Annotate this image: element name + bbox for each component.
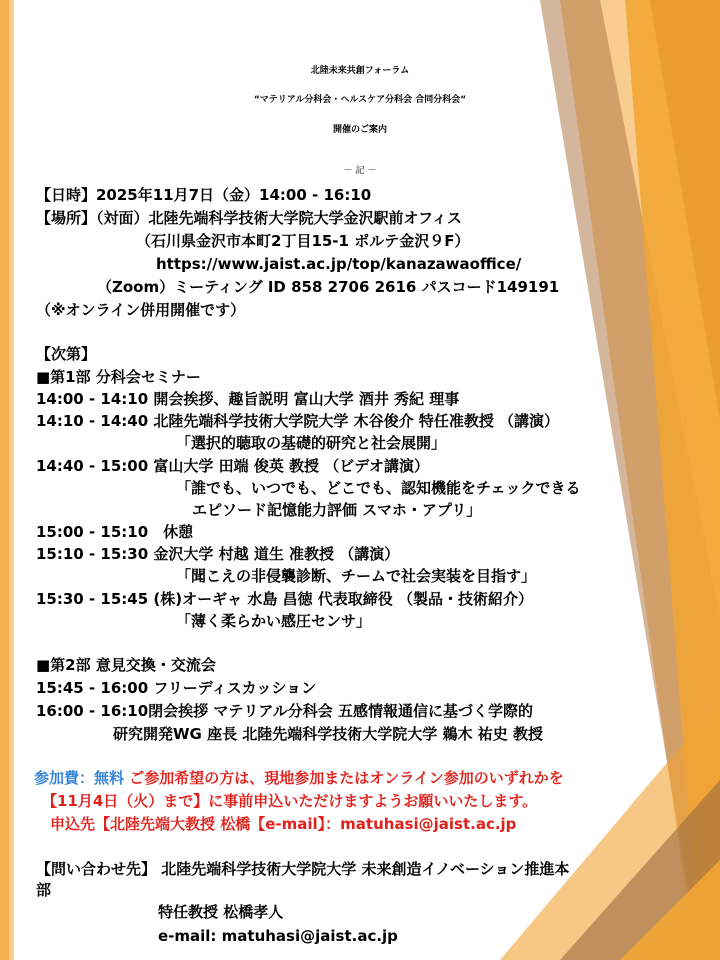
guide-title: 開催のご案内 bbox=[332, 125, 387, 135]
program-line: 15:00 - 15:10 休憩 bbox=[36, 523, 194, 541]
contact-email-link[interactable]: e-mail: matuhasi@jaist.ac.jp bbox=[158, 927, 398, 945]
address-line: （石川県金沢市本町2丁目15-1 ポルテ金沢９F） bbox=[136, 232, 470, 250]
contact-line: 【問い合わせ先】 北陸先端科学技術大学院大学 未来創造イノベーション推進本 bbox=[36, 860, 570, 878]
program-line: 14:40 - 15:00 富山大学 田端 俊英 教授 （ビデオ講演） bbox=[36, 457, 429, 475]
program-line: 14:00 - 14:10 開会挨拶、趣旨説明 富山大学 酒井 秀紀 理事 bbox=[36, 390, 460, 408]
program-heading: 【次第】 bbox=[36, 345, 97, 363]
fee-label: 参加費：無料 bbox=[34, 769, 125, 787]
office-url-link[interactable]: https://www.jaist.ac.jp/top/kanazawaoffice/ bbox=[156, 255, 522, 273]
part2-heading: ■第2部 意見交換・交流会 bbox=[36, 656, 216, 674]
fee-notice bbox=[34, 768, 564, 788]
hybrid-note: （※オンライン併用開催です） bbox=[36, 301, 246, 319]
program-line: 14:10 - 14:40 北陸先端科学技術大学院大学 木谷俊介 特任准教授 （講演） bbox=[36, 412, 560, 430]
apply-email-link[interactable]: 申込先【北陸先端大教授 松橋【e-mail】：matuhasi@jaist.ac.jp bbox=[50, 815, 517, 833]
ki-marker: － 記 － bbox=[343, 166, 377, 176]
contact-person: 特任教授 松橋孝人 bbox=[158, 903, 284, 921]
forum-title: 北陸未来共創フォーラム bbox=[310, 66, 410, 76]
datetime-line: 【日時】2025年11月7日（金）14:00 - 16:10 bbox=[36, 186, 372, 204]
zoom-info: （Zoom）ミーティング ID 858 2706 2616 パスコード149191 bbox=[97, 278, 560, 296]
program-line: 16:00 - 16:10閉会挨拶 マテリアル分科会 五感情報通信に基づく学際的 bbox=[36, 702, 534, 720]
program-line: 研究開発WG 座長 北陸先端科学技術大学院大学 鵜木 祐史 教授 bbox=[113, 725, 543, 743]
subcommittee-title: “マテリアル分科会・ヘルスケア分科会 合同分科会“ bbox=[253, 95, 467, 105]
lecture-title: 「誰でも、いつでも、どこでも、認知機能をチェックできる bbox=[176, 479, 581, 497]
lecture-title: 「聞こえの非侵襲診断、チームで社会実装を目指す」 bbox=[176, 567, 537, 585]
lecture-title: 「薄く柔らかい感圧センサ」 bbox=[176, 612, 372, 630]
part1-heading: ■第1部 分科会セミナー bbox=[36, 368, 201, 386]
program-line: 15:30 - 15:45 (株)オーギャ 水島 昌徳 代表取締役 （製品・技術紹介） bbox=[36, 590, 533, 608]
place-line: 【場所】（対面）北陸先端科学技術大学院大学金沢駅前オフィス bbox=[36, 209, 462, 227]
contact-line: 部 bbox=[36, 881, 52, 899]
program-line: 15:45 - 16:00 フリーディスカッション bbox=[36, 679, 317, 697]
deadline-notice: 【11月4日（火）まで】に事前申込いただけますようお願いいたします。 bbox=[42, 792, 538, 810]
lecture-title: エピソード記憶能力評価 スマホ・アプリ」 bbox=[192, 501, 482, 519]
lecture-title: 「選択的聴取の基礎的研究と社会展開」 bbox=[176, 434, 447, 452]
registration-notice: ご参加希望の方は、現地参加またはオンライン参加のいずれかを bbox=[129, 769, 564, 787]
program-line: 15:10 - 15:30 金沢大学 村越 道生 准教授 （講演） bbox=[36, 545, 400, 563]
